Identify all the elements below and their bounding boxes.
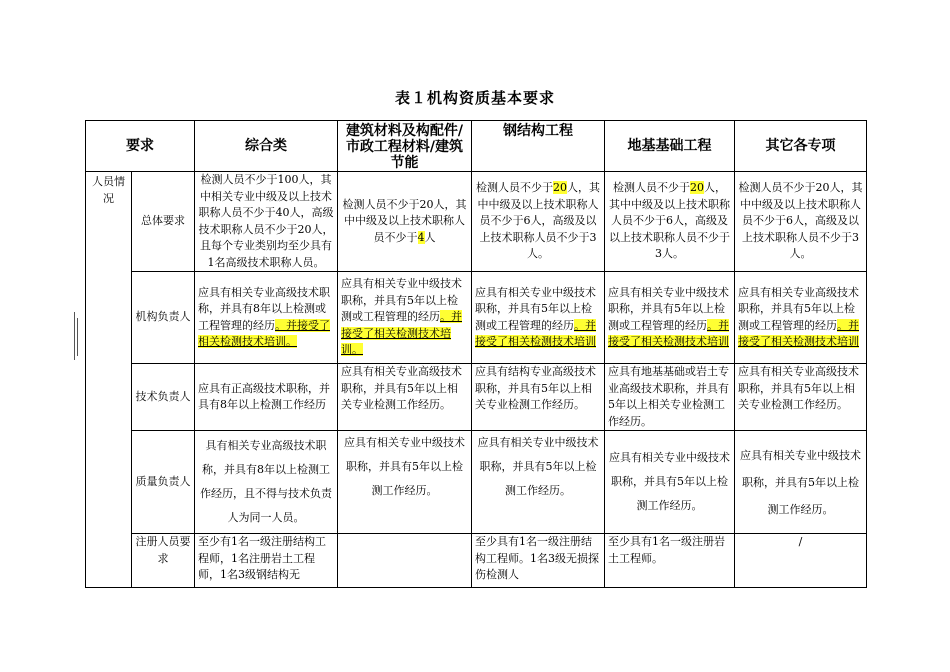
cell-overall-other: 检测人员不少于20人，其中中级及以上技术职称人员不少于6人，高级及以上技术职称人员不少于3人。 xyxy=(735,172,867,272)
header-requirement: 要求 xyxy=(86,121,195,172)
cell-tech-building: 应具有相关专业高级技术职称，并具有5年以上相关专业检测工作经历。 xyxy=(338,364,472,431)
cell-registered-steel: 至少具有1名一级注册结构工程师。1名3级无损探伤检测人 xyxy=(472,534,605,588)
cell-quality-steel: 应具有相关专业中级技术职称，并具有5年以上检测工作经历。 xyxy=(472,431,605,534)
cell-tech-general: 应具有正高级技术职称，并具有8年以上检测工作经历 xyxy=(195,364,338,431)
table-row xyxy=(86,431,867,534)
cell-head-steel: 应具有相关专业中级技术职称，并具有5年以上检测或工程管理的经历。并接受了相关检测技术培训 xyxy=(472,272,605,364)
cell-head-building: 应具有相关专业中级技术职称，并具有5年以上检测或工程管理的经历。并接受了相关检测技术培训。 xyxy=(338,272,472,364)
highlight: 20 xyxy=(690,181,704,195)
cell-quality-foundation: 应具有相关专业中级技术职称，并具有5年以上检测工作经历。 xyxy=(605,431,735,534)
cell-registered-other: / xyxy=(735,534,867,588)
header-row xyxy=(86,121,867,172)
cell-tech-foundation: 应具有地基基础或岩土专业高级技术职称，并具有5年以上相关专业检测工作经历。 xyxy=(605,364,735,431)
highlight: 。并接受了相关检测技术培训。 xyxy=(198,318,330,348)
table-row xyxy=(86,364,867,431)
cell-quality-building: 应具有相关专业中级技术职称，并具有5年以上检测工作经历。 xyxy=(338,431,472,534)
header-general: 综合类 xyxy=(195,121,338,172)
cell-registered-general: 至少有1名一级注册结构工程师，1名注册岩土工程师，1名3级钢结构无 xyxy=(195,534,338,588)
header-other-special: 其它各专项 xyxy=(735,121,867,172)
cell-overall-foundation: 检测人员不少于20人，其中中级及以上技术职称人员不少于6人，高级及以上技术职称人员不少于3人。 xyxy=(605,172,735,272)
highlight: 。并接受了相关检测技术培训 xyxy=(738,318,859,348)
header-building-materials: 建筑材料及构配件/市政工程材料/建筑节能 xyxy=(338,121,472,172)
highlight: 4 xyxy=(417,230,425,244)
row-label-overall: 总体要求 xyxy=(132,172,195,272)
table-row xyxy=(86,534,867,588)
row-label-head: 机构负责人 xyxy=(132,272,195,364)
table-row xyxy=(86,272,867,364)
document-title: 表１机构资质基本要求 xyxy=(394,89,555,107)
row-label-registered: 注册人员要求 xyxy=(132,534,195,588)
cell-head-general: 应具有相关专业高级技术职称，并具有8年以上检测或工程管理的经历。并接受了相关检测技术培训。 xyxy=(195,272,338,364)
cell-quality-other: 应具有相关专业中级技术职称，并具有5年以上检测工作经历。 xyxy=(735,431,867,534)
group-label-personnel: 人员情况 xyxy=(86,172,132,588)
qualification-table xyxy=(85,120,867,588)
cell-overall-building: 检测人员不少于20人，其中中级及以上技术职称人员不少于4人 xyxy=(338,172,472,272)
cell-overall-steel: 检测人员不少于20人，其中中级及以上技术职称人员不少于6人，高级及以上技术职称人员不少于3人。 xyxy=(472,172,605,272)
cell-quality-general: 具有相关专业高级技术职称，并具有8年以上检测工作经历，且不得与技术负责人为同一人员。 xyxy=(195,431,338,534)
cell-head-other: 应具有相关专业高级技术职称，并具有5年以上检测或工程管理的经历。并接受了相关检测技术培训 xyxy=(735,272,867,364)
highlight: 。并接受了相关检测技术培训 xyxy=(475,318,596,348)
row-label-tech: 技术负责人 xyxy=(132,364,195,431)
header-steel-structure: 钢结构工程 xyxy=(472,121,605,172)
cell-overall-general: 检测人员不少于100人，其中相关专业中级及以上技术职称人员不少于40人，高级技术职称人员不少于20人，且每个专业类别均至少具有1名高级技术职称人员。 xyxy=(195,172,338,272)
highlight: 20 xyxy=(553,181,567,195)
cell-registered-building xyxy=(338,534,472,588)
table-row xyxy=(86,172,867,272)
row-label-quality: 质量负责人 xyxy=(132,431,195,534)
header-foundation: 地基基础工程 xyxy=(605,121,735,172)
cell-tech-other: 应具有相关专业高级技术职称，并具有5年以上相关专业检测工作经历。 xyxy=(735,364,867,431)
cell-registered-foundation: 至少具有1名一级注册岩土工程师。 xyxy=(605,534,735,588)
cell-tech-steel: 应具有结构专业高级技术职称，并具有5年以上相关专业检测工作经历。 xyxy=(472,364,605,431)
cell-head-foundation: 应具有相关专业中级技术职称，并具有5年以上检测或工程管理的经历。并接受了相关检测技术培训 xyxy=(605,272,735,364)
highlight: 。并接受了相关检测技术培训 xyxy=(608,318,729,348)
highlight: 。并接受了相关检测技术培训。 xyxy=(341,310,462,357)
